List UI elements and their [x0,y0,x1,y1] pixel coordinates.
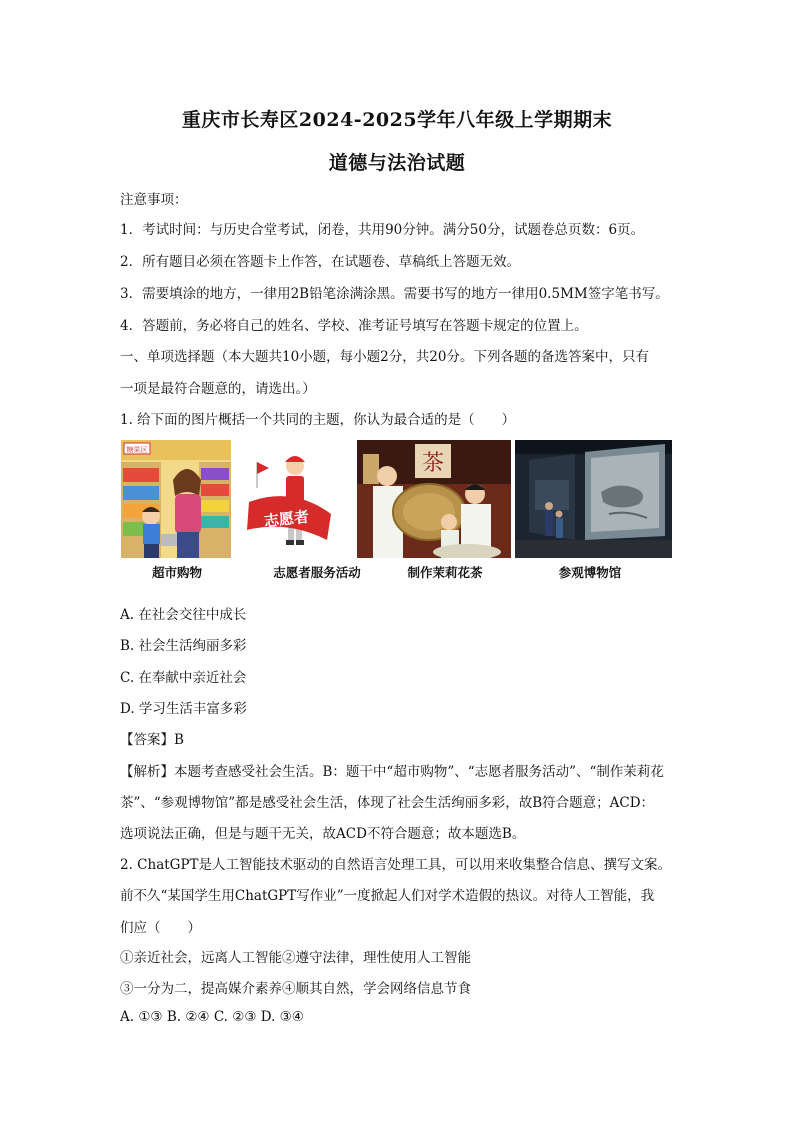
page-subtitle: 道德与法治试题 [328,152,466,174]
note-item: 3．需要填涂的地方，一律用2B铅笔涂满涂黑。需要书写的地方一律用0.5MM签字笔书写。 [120,286,669,302]
section-heading: 一、单项选择题（本大题共10小题，每小题2分，共20分。下列各题的备选答案中，只有 [120,349,649,365]
image-caption: 超市购物 [151,565,202,580]
jasmine-tea-image [357,440,511,558]
question-2-stem: 们应（ ） [120,920,201,936]
answer-text: 【答案】B [120,732,184,748]
analysis-text: 选项说法正确，但是与题干无关，故ACD不符合题意；故本题选B。 [120,826,526,842]
option-b: B. 社会生活绚丽多彩 [120,638,247,654]
section-heading-cont: 一项是最符合题意的，请选出。） [120,381,316,397]
option-a: A. 在社会交往中成长 [120,607,247,623]
note-item: 2．所有题目必须在答题卡上作答，在试题卷、草稿纸上答题无效。 [120,254,521,270]
question-2-options: A. ①③ B. ②④ C. ②③ D. ③④ [120,1009,304,1025]
analysis-text: 【解析】本题考查感受社会生活。B：题干中“超市购物”、“志愿者服务活动”、“制作茉莉花 [120,764,664,780]
question-2-stem: 2. ChatGPT是人工智能技术驱动的自然语言处理工具，可以用来收集整合信息、撰写文案。 [120,857,672,873]
volunteer-image [235,440,353,558]
supermarket-image [121,440,231,558]
question-1-stem: 1. 给下面的图片概括一个共同的主题，你认为最合适的是（ ） [120,412,516,428]
store-sign: 糖果区 [126,446,148,454]
question-1-images [121,440,672,558]
page-title: 重庆市长寿区2024-2025学年八年级上学期期末 [181,109,613,131]
option-c: C. 在奉献中亲近社会 [120,670,247,686]
analysis-text: 茶”、“参观博物馆”都是感受社会生活，体现了社会生活绚丽多彩，故B符合题意；ACD： [120,795,655,811]
note-item: 4．答题前，务必将自己的姓名、学校、准考证号填写在答题卡规定的位置上。 [120,318,588,334]
notes-header: 注意事项： [120,192,188,208]
volunteer-sign: 志愿者 [263,507,310,531]
question-2-stem: 前不久“某国学生用ChatGPT写作业”一度掀起人们对学术造假的热议。对待人工智能，我 [120,888,655,904]
museum-image [515,440,672,558]
option-d: D. 学习生活丰富多彩 [120,701,247,717]
question-2-item: ①亲近社会，远离人工智能②遵守法律，理性使用人工智能 [120,950,471,966]
image-caption: 制作茉莉花茶 [407,565,483,580]
question-2-item: ③一分为二，提高媒介素养④顺其自然，学会网络信息节食 [120,981,471,997]
image-caption: 参观博物馆 [558,565,622,580]
image-caption: 志愿者服务活动 [273,565,361,580]
tea-sign: 茶 [421,451,445,476]
note-item: 1．考试时间：与历史合堂考试，闭卷，共用90分钟。满分50分，试题卷总页数：6页。 [120,222,645,238]
